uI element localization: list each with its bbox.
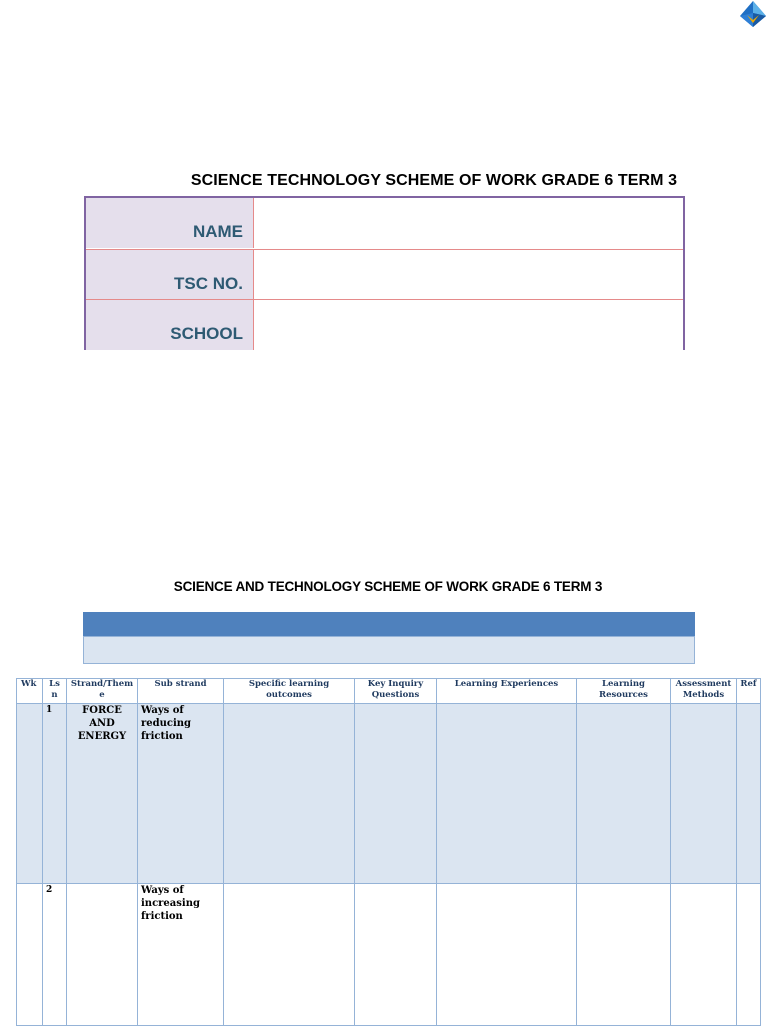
col-header-outcomes: Specific learning outcomes — [224, 679, 355, 704]
cell-questions[interactable] — [355, 884, 437, 1026]
name-field[interactable] — [254, 198, 683, 248]
cell-resources[interactable] — [577, 884, 671, 1026]
col-header-lsn: Ls n — [43, 679, 67, 704]
tsc-field[interactable] — [254, 250, 683, 300]
cell-substrand[interactable]: Ways of reducing friction — [138, 704, 224, 884]
cell-assessment[interactable] — [671, 884, 737, 1026]
col-header-resources: Learning Resources — [577, 679, 671, 704]
cell-substrand[interactable]: Ways of increasing friction — [138, 884, 224, 1026]
cell-strand[interactable] — [67, 884, 138, 1026]
table-row — [17, 884, 761, 1026]
cell-wk[interactable] — [17, 884, 43, 1026]
scheme-sub-band — [83, 636, 695, 664]
school-label: SCHOOL — [86, 300, 254, 350]
cell-resources[interactable] — [577, 704, 671, 884]
cell-assessment[interactable] — [671, 704, 737, 884]
scheme-of-work-table — [16, 678, 761, 1026]
cell-outcomes[interactable] — [224, 704, 355, 884]
table-header-row — [17, 679, 761, 704]
col-header-experiences: Learning Experiences — [437, 679, 577, 704]
cover-title: SCIENCE TECHNOLOGY SCHEME OF WORK GRADE 6 TERM 3 — [190, 172, 678, 189]
col-header-questions: Key Inquiry Questions — [355, 679, 437, 704]
cell-outcomes[interactable] — [224, 884, 355, 1026]
col-header-strand: Strand/Them e — [67, 679, 138, 704]
scheme-title: SCIENCE AND TECHNOLOGY SCHEME OF WORK GRADE 6 TERM 3 — [173, 579, 603, 594]
school-row — [86, 299, 683, 350]
cell-ref[interactable] — [737, 884, 761, 1026]
cell-questions[interactable] — [355, 704, 437, 884]
diamond-logo-icon — [738, 0, 768, 28]
cell-strand[interactable]: FORCE AND ENERGY — [67, 704, 138, 884]
col-header-wk: Wk — [17, 679, 43, 704]
table-row — [17, 704, 761, 884]
name-row — [86, 198, 683, 248]
cell-ref[interactable] — [737, 704, 761, 884]
teacher-info-table — [84, 196, 685, 350]
col-header-ref: Ref — [737, 679, 761, 704]
col-header-substrand: Sub strand — [138, 679, 224, 704]
cell-wk[interactable] — [17, 704, 43, 884]
tsc-label: TSC NO. — [86, 250, 254, 300]
cell-experiences[interactable] — [437, 884, 577, 1026]
name-label: NAME — [86, 198, 254, 248]
cell-lsn[interactable]: 1 — [43, 704, 67, 884]
cell-experiences[interactable] — [437, 704, 577, 884]
scheme-header-band — [83, 612, 695, 636]
col-header-assessment: Assessment Methods — [671, 679, 737, 704]
cell-lsn[interactable]: 2 — [43, 884, 67, 1026]
tsc-row — [86, 249, 683, 300]
school-field[interactable] — [254, 300, 683, 350]
